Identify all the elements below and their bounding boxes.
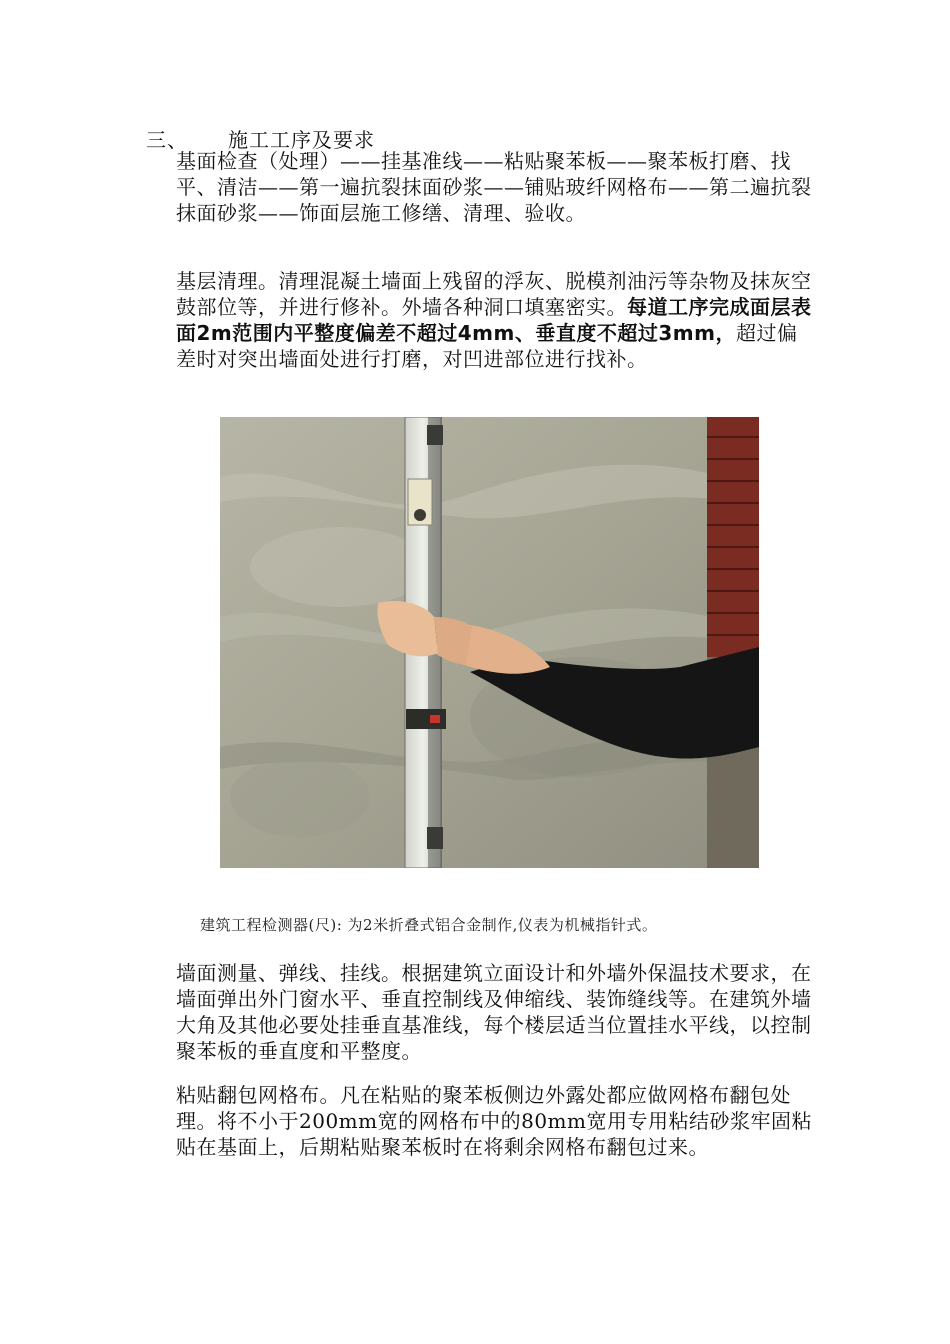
mesh-paragraph: 粘贴翻包网格布。凡在粘贴的聚苯板侧边外露处都应做网格布翻包处理。将不小于200mm宽的网格布中的80mm宽用专用粘结砂浆牢固粘贴在基面上，后期粘贴聚苯板时在将剩余网格布翻包过来。 bbox=[176, 1083, 812, 1159]
cleaning-rest-text: 超过偏差时对突出墙面处进行打磨，对凹进部位进行找补。 bbox=[176, 321, 798, 371]
process-paragraph: 基面检查（处理）——挂基准线——粘贴聚苯板——聚苯板打磨、找平、清洁——第一遍抗裂抹面砂浆——铺贴玻纤网格布——第二遍抗裂抹面砂浆——饰面层施工修缮、清理、验收。 bbox=[176, 149, 812, 225]
photo-caption: 建筑工程检测器(尺): 为2米折叠式铝合金制作,仪表为机械指针式。 bbox=[200, 916, 658, 934]
section-title: 施工工序及要求 bbox=[228, 128, 375, 152]
wall-measurement-photo bbox=[220, 417, 759, 868]
cleaning-paragraph bbox=[176, 268, 816, 372]
section-number: 三、 bbox=[146, 128, 188, 152]
cleaning-intro-text: 基层清理。清理混凝土墙面上残留的浮灰、脱模剂油污等杂物及抹灰空鼓部位等，并进行修补。外墙各种洞口填塞密实。 bbox=[176, 269, 812, 319]
cleaning-bold-text: 每道工序完成面层表面2m范围内平整度偏差不超过4mm、垂直度不超过3mm， bbox=[176, 295, 812, 345]
measurement-paragraph: 墙面测量、弹线、挂线。根据建筑立面设计和外墙外保温技术要求，在墙面弹出外门窗水平、垂直控制线及伸缩线、装饰缝线等。在建筑外墙大角及其他必要处挂垂直基准线，每个楼层适当位置挂水平线，以控制聚苯板的垂直度和平整度。 bbox=[176, 961, 812, 1063]
